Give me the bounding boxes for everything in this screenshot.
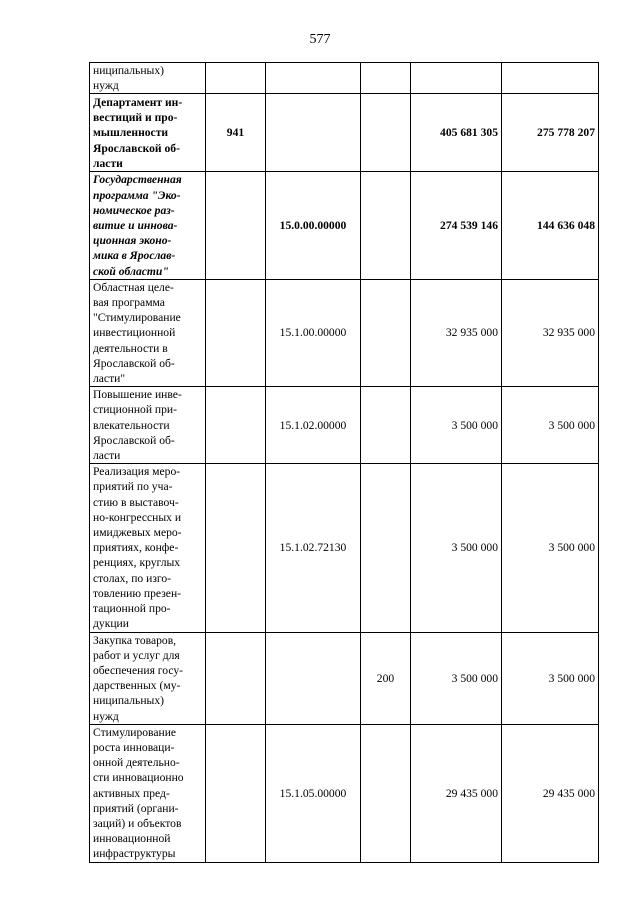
target-code-cell: 15.1.05.00000	[266, 724, 361, 862]
row-name-cell	[90, 63, 206, 94]
table-row	[90, 632, 599, 724]
amount-year1-cell: 3 500 000	[411, 387, 502, 464]
expense-type-cell: 200	[361, 632, 411, 724]
row-name: Областная целе- вая программа "Стимулирование инвестиционной деятельности в Ярославской об- ласти"	[93, 280, 181, 386]
target-code-cell	[266, 63, 361, 94]
row-name: Реализация меро- приятий по уча- стию в выставоч- но-конгрессных и имиджевых меро- приятиях, конфе- ренциях, круглых столах, по изго- товлению презен- тационной про- дукции	[93, 465, 182, 631]
dept-code-cell	[206, 63, 266, 94]
amount-year2-cell: 3 500 000	[502, 464, 599, 632]
amount-year2-cell: 3 500 000	[502, 387, 599, 464]
amount-year1-cell: 3 500 000	[411, 632, 502, 724]
row-name: Стимулирование роста инноваци- онной деятельно- сти инновационно активных пред- приятий (органи- заций) и объектов инновационной инфраструктуры	[93, 725, 184, 861]
table-row	[90, 279, 599, 386]
row-name-cell	[90, 632, 206, 724]
dept-code-cell: 941	[206, 94, 266, 172]
amount-year2-cell: 3 500 000	[502, 632, 599, 724]
expense-type-cell	[361, 279, 411, 386]
row-name-cell	[90, 387, 206, 464]
amount-year2-cell: 275 778 207	[502, 94, 599, 172]
dept-code-cell	[206, 632, 266, 724]
amount-year2-cell: 29 435 000	[502, 724, 599, 862]
target-code-cell: 15.1.02.00000	[266, 387, 361, 464]
row-name-cell	[90, 464, 206, 632]
page-number: 577	[309, 32, 331, 47]
dept-code-cell	[206, 387, 266, 464]
amount-year1-cell: 32 935 000	[411, 279, 502, 386]
expense-type-cell	[361, 464, 411, 632]
row-name: Закупка товаров, работ и услуг для обеспечения госу- дарственных (му- ниципальных) нужд	[93, 633, 184, 723]
budget-table	[89, 62, 599, 863]
amount-year1-cell: 274 539 146	[411, 172, 502, 279]
expense-type-cell	[361, 172, 411, 279]
row-name-cell	[90, 94, 206, 172]
amount-year1-cell	[411, 63, 502, 94]
expense-type-cell	[361, 387, 411, 464]
amount-year1-cell: 405 681 305	[411, 94, 502, 172]
expense-type-cell	[361, 94, 411, 172]
table-row	[90, 724, 599, 862]
row-name-cell	[90, 172, 206, 279]
target-code-cell	[266, 94, 361, 172]
target-code-cell: 15.0.00.00000	[266, 172, 361, 279]
table-row	[90, 94, 599, 172]
row-name: Государственная программа "Эко- номическое раз- витие и иннова- ционная эконо- мика в Ярослав- ской области"	[93, 173, 182, 278]
amount-year2-cell: 32 935 000	[502, 279, 599, 386]
row-name-cell	[90, 724, 206, 862]
amount-year2-cell	[502, 63, 599, 94]
target-code-cell: 15.1.00.00000	[266, 279, 361, 386]
table-row	[90, 464, 599, 632]
row-name: Департамент ин- вестиций и про- мышленности Ярославской об- ласти	[93, 95, 183, 170]
row-name: ниципальных) нужд	[93, 64, 164, 93]
dept-code-cell	[206, 279, 266, 386]
expense-type-cell	[361, 63, 411, 94]
table-row	[90, 63, 599, 94]
table-row	[90, 387, 599, 464]
row-name: Повышение инве- стиционной при- влекательности Ярославской об- ласти	[93, 388, 182, 463]
amount-year1-cell: 3 500 000	[411, 464, 502, 632]
dept-code-cell	[206, 172, 266, 279]
amount-year2-cell: 144 636 048	[502, 172, 599, 279]
dept-code-cell	[206, 464, 266, 632]
row-name-cell	[90, 279, 206, 386]
expense-type-cell	[361, 724, 411, 862]
target-code-cell: 15.1.02.72130	[266, 464, 361, 632]
table-row	[90, 172, 599, 279]
dept-code-cell	[206, 724, 266, 862]
amount-year1-cell: 29 435 000	[411, 724, 502, 862]
target-code-cell	[266, 632, 361, 724]
